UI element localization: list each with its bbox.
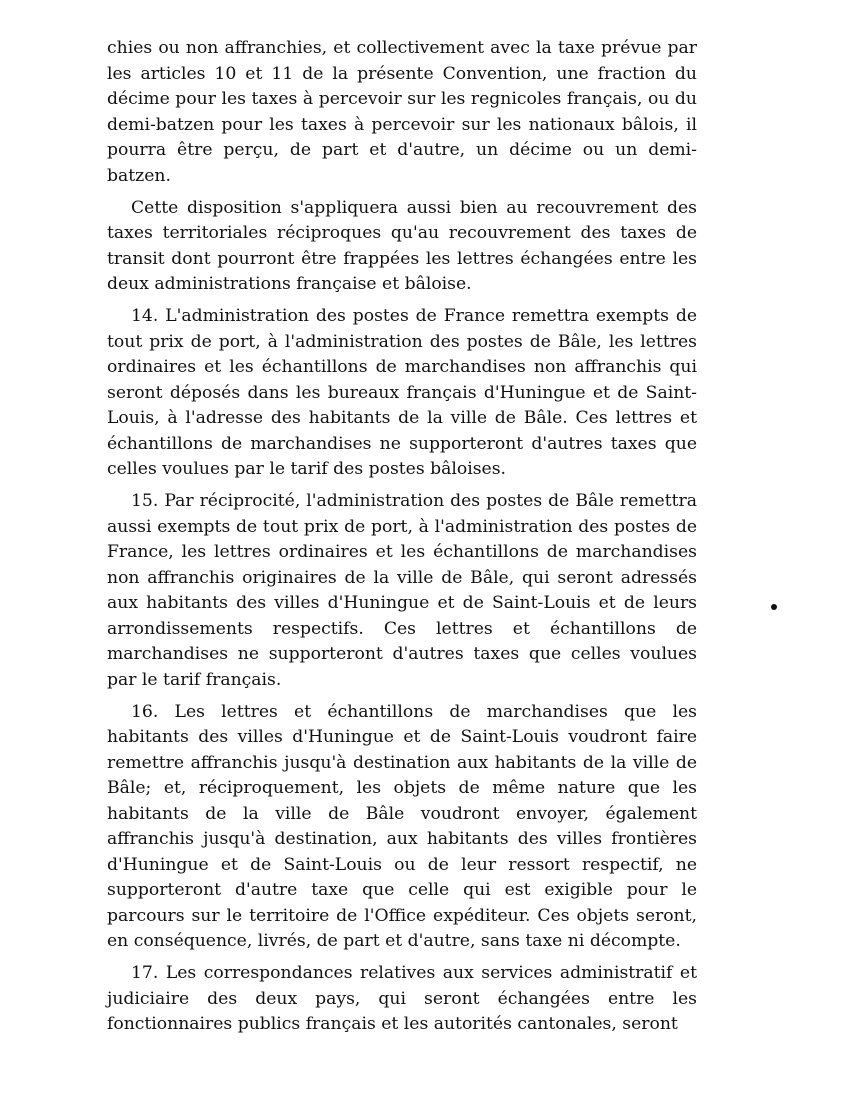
paragraph-article-14: 14. L'administration des postes de France remettra exempts de tout prix de port, à l'administration des postes de Bâle, les lettres ordinaires et les échantillons de marchandises non affranchis qui seront déposés dans les bureaux français d'Huningue et de Saint-Louis, à l'adresse des habitants de la ville de Bâle. Ces lettres et échantillons de marchandises ne supporteront d'autres taxes que celles voulues par le tarif des postes bâloises. [107,306,697,479]
paragraph-continuation: chies ou non affranchies, et collectivement avec la taxe prévue par les articles 10 et 11 de la présente Convention, une fraction du décime pour les taxes à percevoir sur les regnicoles français, ou du demi-batzen pour les taxes à percevoir sur les nationaux bâlois, il pourra être perçu, de part et d'autre, un décime ou un demi-batzen. [107,38,697,186]
paragraph-article-17: 17. Les correspondances relatives aux services administratif et judiciaire des deux pays, qui seront échangées entre les fonctionnaires publics français et les autorités cantonales, seront [107,963,697,1034]
ink-spot-mark [771,604,777,610]
paragraph-article-15: 15. Par réciprocité, l'administration des postes de Bâle remettra aussi exempts de tout prix de port, à l'administration des postes de France, les lettres ordinaires et les échantillons de marchandises non affranchis originaires de la ville de Bâle, qui seront adressés aux habitants des villes d'Huningue et de Saint-Louis et de leurs arrondissements respectifs. Ces lettres et échantillons de marchandises ne supporteront d'autres taxes que celles voulues par le tarif français. [107,491,697,690]
paragraph-article-16: 16. Les lettres et échantillons de marchandises que les habitants des villes d'Huningue et de Saint-Louis voudront faire remettre affranchis jusqu'à destination aux habitants de la ville de Bâle; et, réciproquement, les objets de même nature que les habitants de la ville de Bâle voudront envoyer, également affranchis jusqu'à destination, aux habitants des villes frontières d'Huningue et de Saint-Louis ou de leur ressort respectif, ne supporteront d'autre taxe que celle qui est exigible pour le parcours sur le territoire de l'Office expéditeur. Ces objets seront, en conséquence, livrés, de part et d'autre, sans taxe ni décompte. [107,701,697,951]
paragraph-disposition: Cette disposition s'appliquera aussi bien au recouvrement des taxes territoriales réciproques qu'au recouvrement des taxes de transit dont pourront être frappées les lettres échangées entre les deux administrations française et bâloise. [107,197,697,294]
document-body [107,36,697,1038]
